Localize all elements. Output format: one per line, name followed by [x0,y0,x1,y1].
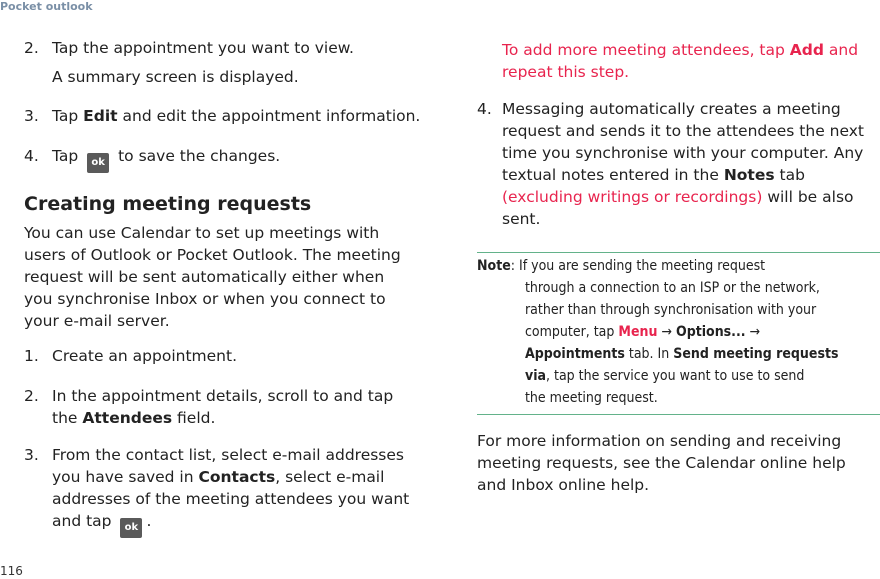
step-text: time you synchronise with your computer. Any [502,144,864,162]
notes-keyword: Notes [723,166,775,184]
note-label: Note [477,258,511,274]
ok-icon: ok [87,153,109,173]
footer-line: For more information on sending and receiving [477,432,842,450]
step-number: 1. [24,347,39,365]
note-text: computer, tap [525,324,619,340]
step-text: tab [774,166,805,184]
footer-paragraph [477,430,846,496]
note-top-divider [477,252,880,253]
step-number: 2. [24,39,39,57]
page-number: 116 [0,564,23,578]
intro-line: request will be sent automatically either when [24,268,385,286]
menu-keyword: Menu [618,324,658,340]
step-text: and edit the appointment information. [117,107,421,125]
appointments-keyword: Appointments [525,346,625,362]
attendees-keyword: Attendees [82,409,173,427]
step-text: Create an appointment. [52,347,238,365]
footer-line: and Inbox online help. [477,476,650,494]
note-text: : If you are sending the meeting request [510,258,766,274]
hint-text: and [823,41,859,59]
options-keyword: Options... [676,324,746,340]
step-text: Tap [52,107,84,125]
step-text: Tap the appointment you want to view. [52,39,354,57]
footer-line: meeting requests, see the Calendar online help [477,454,846,472]
intro-line: users of Outlook or Pocket Outlook. The meeting [24,246,401,264]
edit-keyword: Edit [83,107,118,125]
step-text: the [52,409,83,427]
meeting-step-3 [24,444,409,538]
exclusion-text: (excluding writings or recordings) [502,188,763,206]
step-2 [24,37,354,59]
note-text: the meeting request. [525,390,658,406]
step-4 [24,145,280,173]
arrow-icon: → [745,324,761,340]
step-text: addresses of the meeting attendees you want [52,490,410,508]
note-text: tab. In [624,346,674,362]
via-keyword: via [525,368,547,384]
arrow-icon: → [657,324,676,340]
intro-paragraph [24,222,401,332]
step-text: Messaging automatically creates a meeting [502,100,841,118]
meeting-step-2 [24,385,393,429]
intro-line: your e-mail server. [24,312,170,330]
step-text: will be also [762,188,854,206]
note-text: , tap the service you want to use to send [546,368,805,384]
add-keyword: Add [789,41,824,59]
step-text: to save the changes. [113,147,281,165]
note-bottom-divider [477,414,880,415]
step-text: . [146,512,152,530]
step-number: 4. [477,100,492,118]
step-text: From the contact list, select e-mail addresses [52,446,404,464]
intro-line: You can use Calendar to set up meetings with [24,224,380,242]
step-text: request and sends it to the attendees the next [502,122,865,140]
page-header: Pocket outlook [0,0,93,13]
step-text: you have saved in [52,468,199,486]
step-number: 2. [24,387,39,405]
add-attendees-hint [502,39,858,83]
send-requests-keyword: Send meeting requests [673,346,839,362]
intro-line: you synchronise Inbox or when you connect to [24,290,386,308]
hint-text: repeat this step. [502,63,630,81]
note-text: through a connection to an ISP or the network, [525,280,820,296]
hint-text: To add more meeting attendees, tap [502,41,790,59]
step-text: field. [172,409,216,427]
note-box [477,255,838,409]
step-text: sent. [502,210,541,228]
step-text: In the appointment details, scroll to and tap [52,387,394,405]
step-number: 3. [24,107,39,125]
meeting-step-1 [24,345,237,367]
step-text: textual notes entered in the [502,166,724,184]
step-text: Tap [52,147,84,165]
note-text: rather than through synchronisation with your [525,302,817,318]
step-text: , select e-mail [275,468,385,486]
step-number: 4. [24,147,39,165]
section-heading: Creating meeting requests [24,193,312,215]
step-text: and tap [52,512,117,530]
step-number: 3. [24,446,39,464]
ok-icon: ok [120,518,142,538]
meeting-step-4 [477,98,864,230]
step-3 [24,105,420,127]
contacts-keyword: Contacts [198,468,276,486]
step-2-sub: A summary screen is displayed. [52,68,299,86]
